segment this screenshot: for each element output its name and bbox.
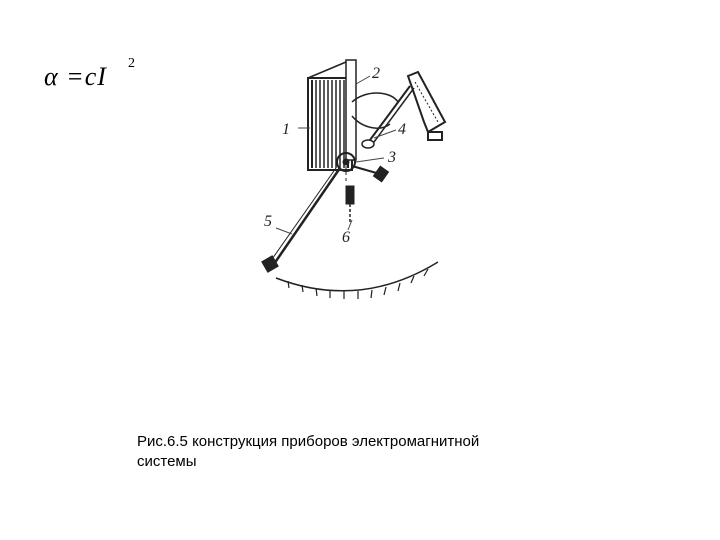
label-4: 4 xyxy=(398,121,406,138)
label-3: 3 xyxy=(388,149,396,166)
caption-line-1: Рис.6.5 конструкция приборов электромагнитной xyxy=(137,433,480,450)
formula-main: α =cI xyxy=(44,62,107,91)
label-1: 1 xyxy=(282,121,290,138)
caption-line-2: системы xyxy=(137,453,197,470)
label-5: 5 xyxy=(264,213,272,230)
label-2: 2 xyxy=(372,65,380,82)
formula-exponent: 2 xyxy=(128,56,135,71)
scale xyxy=(276,262,438,299)
formula xyxy=(44,56,164,96)
label-6: 6 xyxy=(342,229,350,246)
pointer xyxy=(262,168,340,272)
spring xyxy=(346,186,354,222)
figure-caption xyxy=(137,432,577,472)
instrument-diagram xyxy=(240,50,480,310)
